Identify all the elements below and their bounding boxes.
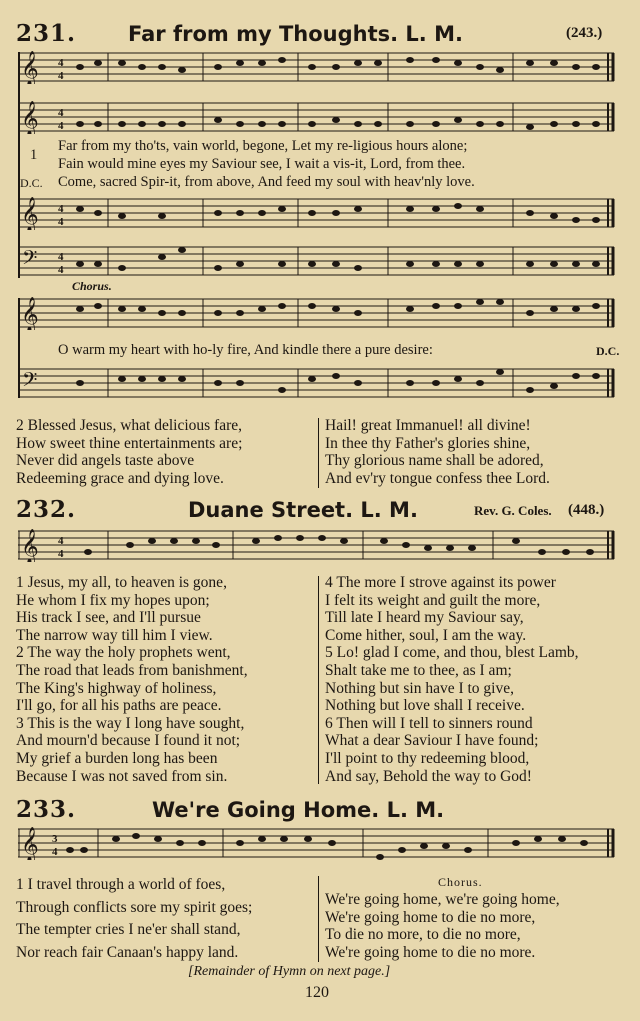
verse-line: In thee thy Father's glories shine, <box>325 434 531 452</box>
svg-text:4: 4 <box>52 846 58 858</box>
chorus-lines <box>325 891 560 961</box>
svg-text:𝄢: 𝄢 <box>22 248 38 274</box>
verse-line: And say, Behold the way to God! <box>325 767 532 785</box>
chorus-lyric-line: O warm my heart with ho-ly fire, And kindle there a pure desire: <box>58 342 433 358</box>
dc-mark: D.C. <box>20 176 43 190</box>
music-staff-bass <box>18 366 616 400</box>
hymn-reference: (243.) <box>566 25 603 41</box>
stanza-left <box>16 417 242 487</box>
hymn-title: Far from my Thoughts. L. M. <box>128 22 463 46</box>
hymn-number: 233. <box>16 796 77 823</box>
svg-text:𝄞: 𝄞 <box>21 530 39 562</box>
verse-line: We're going home to die no more, <box>325 908 536 926</box>
verse-line: Nothing but sin have I to give, <box>325 679 514 697</box>
verse-number: 1 <box>30 147 38 163</box>
verse-line: We're going home to die no more. <box>325 943 536 961</box>
hymn-number: 231. <box>16 20 77 47</box>
verse-line: 2 The way the holy prophets went, <box>16 644 231 662</box>
stanza-right <box>325 417 550 487</box>
page-number: 120 <box>305 984 329 1001</box>
verse-line: My grief a burden long has been <box>16 749 218 767</box>
verse-line: He whom I fix my hopes upon; <box>16 591 210 609</box>
verse-line: Redeeming grace and dying love. <box>16 469 224 487</box>
svg-text:4: 4 <box>58 264 64 276</box>
continuation-note: [Remainder of Hymn on next page.] <box>188 964 391 979</box>
verse-line: I felt its weight and guilt the more, <box>325 591 541 609</box>
verse-line: Shalt take me to thee, as I am; <box>325 661 512 679</box>
verse-line: 2 Blessed Jesus, what delicious fare, <box>16 417 242 434</box>
lyric-line: Far from my tho'ts, vain world, begone, Let my re-ligious hours alone; <box>58 138 468 154</box>
music-staff-treble <box>18 528 616 562</box>
verse-line: Because I was not saved from sin. <box>16 767 228 785</box>
svg-text:4: 4 <box>58 57 64 69</box>
svg-text:𝄞: 𝄞 <box>21 298 39 330</box>
verse-line: The King's highway of holiness, <box>16 679 217 697</box>
verse-line: 4 The more I strove against its power <box>325 574 556 591</box>
verse-line: And mourn'd because I found it not; <box>16 732 241 750</box>
verse-line: 5 Lo! glad I come, and thou, blest Lamb, <box>325 644 579 662</box>
verse-line: The narrow way till him I view. <box>16 626 213 644</box>
verse-line: Come hither, soul, I am the way. <box>325 626 527 644</box>
verse-line: The road that leads from banishment, <box>16 661 248 679</box>
verse-line: What a dear Saviour I have found; <box>325 732 539 750</box>
verse-line: Thy glorious name shall be adored, <box>325 452 544 470</box>
svg-text:𝄞: 𝄞 <box>21 828 39 860</box>
svg-text:4: 4 <box>58 535 64 547</box>
chorus-label: Chorus. <box>438 875 483 889</box>
verse-line: To die no more, to die no more, <box>325 926 521 944</box>
svg-text:4: 4 <box>58 70 64 82</box>
verse-line: 3 This is the way I long have sought, <box>16 714 245 732</box>
stanza-right <box>325 574 579 785</box>
svg-text:4: 4 <box>58 107 64 119</box>
column-divider <box>318 418 319 488</box>
system-bracket <box>18 298 20 398</box>
verse-line: Through conflicts sore my spirit goes; <box>16 898 253 916</box>
column-divider <box>318 576 319 784</box>
verse-line: 1 Jesus, my all, to heaven is gone, <box>16 574 227 591</box>
verse-line: I'll point to thy redeeming blood, <box>325 749 530 767</box>
verse-line: Never did angels taste above <box>16 452 195 470</box>
svg-text:4: 4 <box>58 251 64 263</box>
music-staff-bass <box>18 244 616 278</box>
verse-line: How sweet thine entertainments are; <box>16 434 243 452</box>
dc-mark: D.C. <box>596 344 620 358</box>
verse-line: I'll go, for all his paths are peace. <box>16 697 222 715</box>
verse-line: His track I see, and I'll pursue <box>16 609 201 627</box>
svg-text:𝄞: 𝄞 <box>21 102 39 134</box>
svg-text:3: 3 <box>52 833 58 845</box>
stanza-left <box>16 574 248 785</box>
verse-line: Hail! great Immanuel! all divine! <box>325 417 531 434</box>
column-divider <box>318 876 319 962</box>
hymn-title: Duane Street. L. M. <box>188 498 418 522</box>
music-staff-treble <box>18 296 616 330</box>
verse-line: Nor reach fair Canaan's happy land. <box>16 943 239 961</box>
svg-text:𝄢: 𝄢 <box>22 370 38 396</box>
music-staff-treble <box>18 826 616 860</box>
music-staff-treble <box>18 50 616 84</box>
hymn-reference: (448.) <box>568 502 605 518</box>
svg-text:4: 4 <box>58 216 64 228</box>
music-staff-treble <box>18 100 616 134</box>
svg-text:𝄞: 𝄞 <box>21 198 39 230</box>
chorus-label: Chorus. <box>72 279 112 293</box>
svg-text:𝄞: 𝄞 <box>21 52 39 84</box>
composer-credit: Rev. G. Coles. <box>474 503 552 518</box>
system-bracket <box>18 52 20 278</box>
lyric-line: Come, sacred Spir-it, from above, And feed my soul with heav'nly love. <box>58 174 475 190</box>
verse-line: We're going home, we're going home, <box>325 891 560 908</box>
verse-line: And ev'ry tongue confess thee Lord. <box>325 469 550 487</box>
stanza-left <box>16 874 252 964</box>
svg-text:4: 4 <box>58 548 64 560</box>
svg-text:4: 4 <box>58 120 64 132</box>
lyric-line: Fain would mine eyes my Saviour see, I wait a vis-it, Lord, from thee. <box>58 156 466 172</box>
verse-line: The tempter cries I ne'er shall stand, <box>16 921 241 939</box>
hymn-number: 232. <box>16 496 77 523</box>
verse-line: 6 Then will I tell to sinners round <box>325 714 533 732</box>
svg-text:4: 4 <box>58 203 64 215</box>
verse-line: Till late I heard my Saviour say, <box>325 609 524 627</box>
verse-line: 1 I travel through a world of foes, <box>16 876 226 893</box>
music-staff-treble <box>18 196 616 230</box>
hymn-title: We're Going Home. L. M. <box>152 798 445 822</box>
verse-line: Nothing but love shall I receive. <box>325 697 525 715</box>
